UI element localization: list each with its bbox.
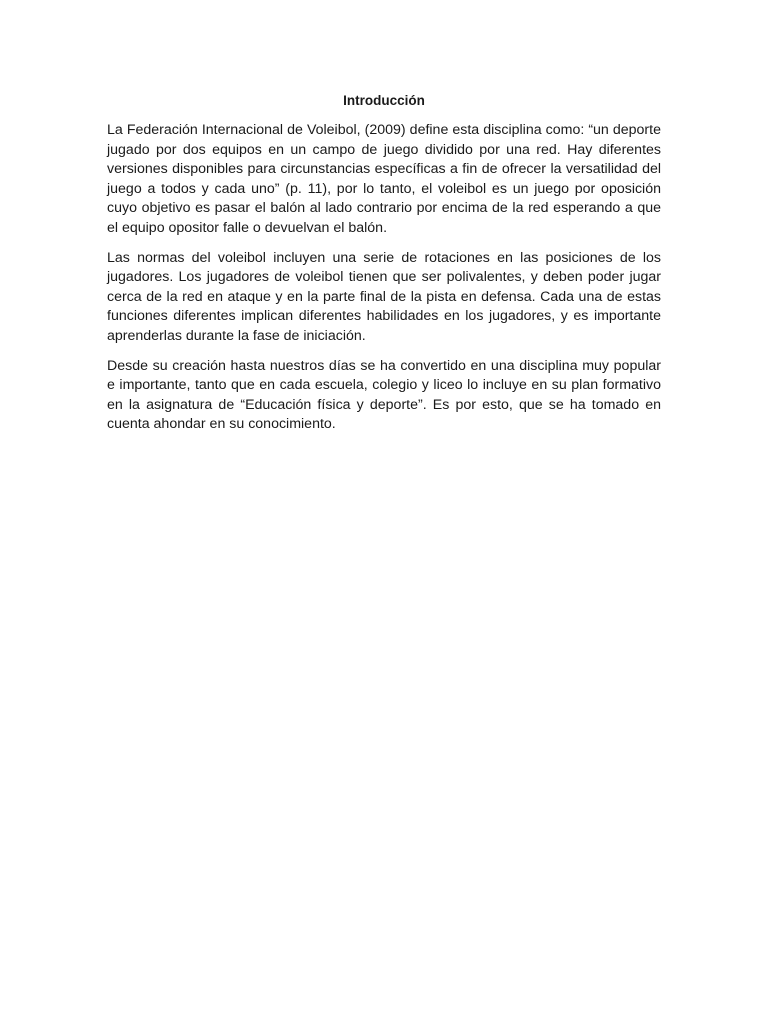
paragraph-2: Las normas del voleibol incluyen una serie de rotaciones en las posiciones de los jugadores. Los jugadores de voleibol tienen que ser polivalentes, y deben poder jugar cerca de la red en ataque y en la parte final de la pista en defensa. Cada una de estas funciones diferentes implican diferentes habilidades en los jugadores, y es importante aprenderlas durante la fase de iniciación. (107, 249, 661, 344)
paragraph-3: Desde su creación hasta nuestros días se ha convertido en una disciplina muy popular e importante, tanto que en cada escuela, colegio y liceo lo incluye en su plan formativo en la asignatura de “Educación física y deporte”. Es por esto, que se ha tomado en cuenta ahondar en su conocimiento. (107, 357, 661, 433)
document-page (107, 92, 661, 445)
document-title: Introducción (343, 93, 425, 108)
paragraph-1: La Federación Internacional de Voleibol, (2009) define esta disciplina como: “un deporte jugado por dos equipos en un campo de juego dividido por una red. Hay diferentes versiones disponibles para circunstancias específicas a fin de ofrecer la versatilidad del juego a todos y cada uno” (p. 11), por lo tanto, el voleibol es un juego por oposición cuyo objetivo es pasar el balón al lado contrario por encima de la red esperando a que el equipo opositor falle o devuelvan el balón. (107, 122, 661, 236)
